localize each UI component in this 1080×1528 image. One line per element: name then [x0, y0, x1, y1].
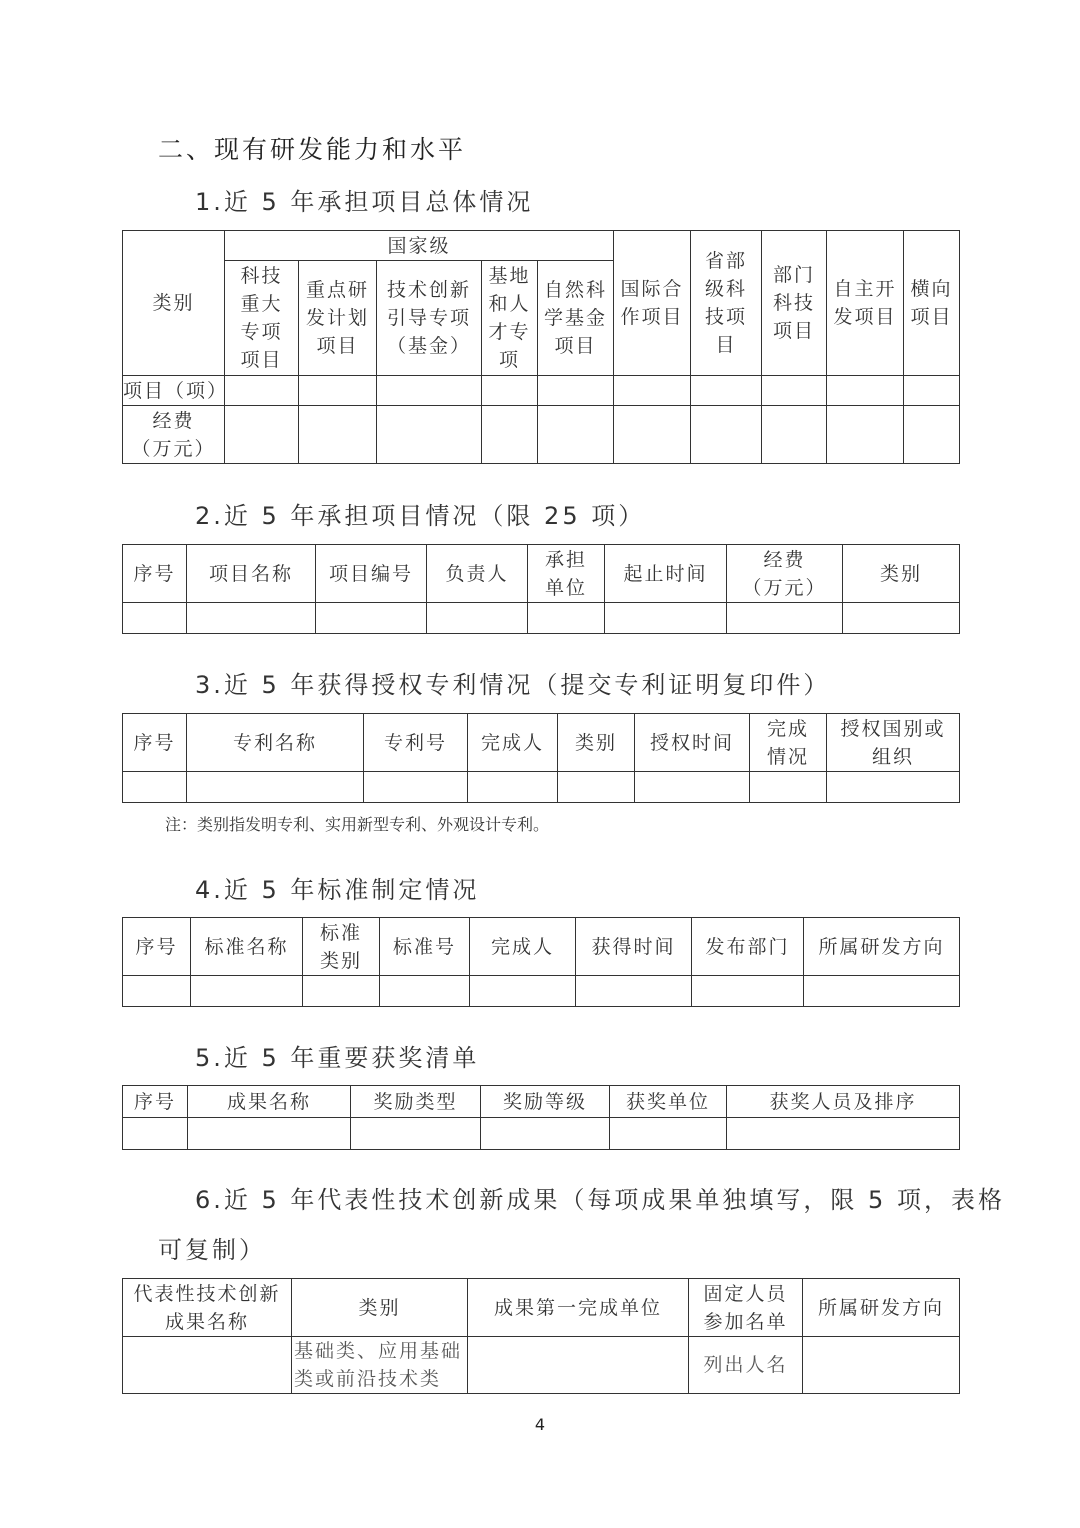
- table-cell[interactable]: [614, 406, 691, 464]
- header-self-developed: 自主开 发项目: [827, 231, 904, 376]
- header-achievement-name: 成果名称: [188, 1086, 351, 1118]
- table-cell[interactable]: [827, 406, 904, 464]
- table-cell[interactable]: [750, 772, 827, 803]
- header-category: 类别: [843, 545, 960, 603]
- header-fixed-personnel: 固定人员 参加名单: [689, 1279, 803, 1337]
- table-cell[interactable]: [843, 603, 960, 634]
- header-index: 序号: [123, 714, 187, 772]
- header-first-unit: 成果第一完成单位: [468, 1279, 689, 1337]
- table-cell[interactable]: [614, 376, 691, 406]
- table-cell[interactable]: [123, 603, 187, 634]
- header-completion-status: 完成 情况: [750, 714, 827, 772]
- header-project-name: 项目名称: [187, 545, 316, 603]
- table-patents: [122, 713, 960, 803]
- header-rd-direction: 所属研发方向: [804, 918, 960, 976]
- table-projects: [122, 544, 960, 634]
- header-national: 国家级: [225, 231, 614, 261]
- personnel-hint-cell[interactable]: 列出人名: [689, 1337, 803, 1394]
- category-hint-cell[interactable]: 基础类、应用基础 类或前沿技术类: [292, 1337, 468, 1394]
- table-cell[interactable]: [804, 976, 960, 1007]
- table6-title-line1: 6.近 5 年代表性技术创新成果（每项成果单独填写，限 5 项，表格: [195, 1186, 1005, 1214]
- table-cell[interactable]: [576, 976, 692, 1007]
- header-grant-country: 授权国别或 组织: [827, 714, 960, 772]
- header-department: 部门 科技 项目: [762, 231, 827, 376]
- table-cell[interactable]: [123, 1337, 292, 1394]
- table-cell[interactable]: [904, 376, 960, 406]
- table-cell[interactable]: [803, 1337, 960, 1394]
- table-cell[interactable]: [692, 976, 804, 1007]
- table-cell[interactable]: [225, 406, 299, 464]
- table-cell[interactable]: [691, 406, 762, 464]
- table-cell[interactable]: [187, 772, 364, 803]
- table-cell[interactable]: [538, 406, 614, 464]
- header-standard-number: 标准号: [380, 918, 470, 976]
- table-cell[interactable]: [225, 376, 299, 406]
- header-key-rd: 重点研 发计划 项目: [299, 261, 377, 376]
- header-base-talent: 基地 和人 才专 项: [482, 261, 538, 376]
- header-funding: 经费 （万元）: [727, 545, 843, 603]
- table-cell[interactable]: [380, 976, 470, 1007]
- table-cell[interactable]: [316, 603, 427, 634]
- header-international: 国际合 作项目: [614, 231, 691, 376]
- header-contributor: 完成人: [470, 918, 576, 976]
- table-project-overview: [122, 230, 960, 464]
- table-cell[interactable]: [635, 772, 750, 803]
- table6-title-line2: 可复制）: [158, 1236, 266, 1264]
- page-number: 4: [534, 1415, 546, 1434]
- table-cell[interactable]: [468, 1337, 689, 1394]
- table-cell[interactable]: [191, 976, 303, 1007]
- header-publishing-dept: 发布部门: [692, 918, 804, 976]
- table-cell[interactable]: [188, 1118, 351, 1150]
- table-innovations: [122, 1278, 960, 1394]
- table-cell[interactable]: [123, 772, 187, 803]
- header-index: 序号: [123, 545, 187, 603]
- header-category: 类别: [292, 1279, 468, 1337]
- table4-title: 4.近 5 年标准制定情况: [195, 876, 480, 904]
- table-cell[interactable]: [605, 603, 727, 634]
- header-innovation-name: 代表性技术创新 成果名称: [123, 1279, 292, 1337]
- header-tech-innovation: 技术创新 引导专项 （基金）: [377, 261, 482, 376]
- table5-title: 5.近 5 年重要获奖清单: [195, 1044, 480, 1072]
- table-cell[interactable]: [538, 376, 614, 406]
- table-cell[interactable]: [377, 376, 482, 406]
- table-cell[interactable]: [762, 406, 827, 464]
- table-cell[interactable]: [528, 603, 605, 634]
- header-category: 类别: [558, 714, 635, 772]
- table-cell[interactable]: [187, 603, 316, 634]
- table-cell[interactable]: [727, 603, 843, 634]
- table-cell[interactable]: [468, 772, 558, 803]
- header-award-level: 奖励等级: [481, 1086, 610, 1118]
- table-cell[interactable]: [364, 772, 468, 803]
- table-cell[interactable]: [827, 376, 904, 406]
- table-cell[interactable]: [351, 1118, 481, 1150]
- header-horizontal: 横向 项目: [904, 231, 960, 376]
- table-cell[interactable]: [482, 406, 538, 464]
- header-inventor: 完成人: [468, 714, 558, 772]
- header-standard-name: 标准名称: [191, 918, 303, 976]
- header-category: 类别: [123, 231, 225, 376]
- table-cell[interactable]: [123, 1118, 188, 1150]
- table3-title: 3.近 5 年获得授权专利情况（提交专利证明复印件）: [195, 671, 831, 699]
- section-title: 二、现有研发能力和水平: [158, 135, 467, 164]
- header-obtained-time: 获得时间: [576, 918, 692, 976]
- table-cell[interactable]: [727, 1118, 960, 1150]
- table-cell[interactable]: [558, 772, 635, 803]
- table-cell[interactable]: [481, 1118, 610, 1150]
- table-awards: [122, 1085, 960, 1150]
- header-award-persons: 获奖人员及排序: [727, 1086, 960, 1118]
- table-cell[interactable]: [610, 1118, 727, 1150]
- header-index: 序号: [123, 918, 191, 976]
- table-cell[interactable]: [299, 406, 377, 464]
- table-cell[interactable]: [427, 603, 528, 634]
- header-rd-direction: 所属研发方向: [803, 1279, 960, 1337]
- row-label-projects: 项目（项）: [123, 376, 225, 406]
- table-cell[interactable]: [377, 406, 482, 464]
- table-cell[interactable]: [904, 406, 960, 464]
- header-provincial: 省部 级科 技项 目: [691, 231, 762, 376]
- table2-title: 2.近 5 年承担项目情况（限 25 项）: [195, 502, 646, 530]
- table-standards: [122, 917, 960, 1007]
- header-standard-category: 标准 类别: [303, 918, 380, 976]
- header-undertaking-unit: 承担 单位: [528, 545, 605, 603]
- header-patent-number: 专利号: [364, 714, 468, 772]
- table-cell[interactable]: [299, 376, 377, 406]
- table-cell[interactable]: [691, 376, 762, 406]
- header-natural-science: 自然科 学基金 项目: [538, 261, 614, 376]
- table-cell[interactable]: [482, 376, 538, 406]
- header-index: 序号: [123, 1086, 188, 1118]
- header-project-number: 项目编号: [316, 545, 427, 603]
- header-patent-name: 专利名称: [187, 714, 364, 772]
- table-cell[interactable]: [123, 976, 191, 1007]
- table-cell[interactable]: [303, 976, 380, 1007]
- header-award-type: 奖励类型: [351, 1086, 481, 1118]
- header-period: 起止时间: [605, 545, 727, 603]
- header-grant-time: 授权时间: [635, 714, 750, 772]
- table3-note: 注：类别指发明专利、实用新型专利、外观设计专利。: [165, 815, 550, 834]
- table-cell[interactable]: [827, 772, 960, 803]
- header-leader: 负责人: [427, 545, 528, 603]
- table1-title: 1.近 5 年承担项目总体情况: [195, 188, 534, 216]
- table-cell[interactable]: [762, 376, 827, 406]
- header-award-unit: 获奖单位: [610, 1086, 727, 1118]
- row-label-funding: 经费 （万元）: [123, 406, 225, 464]
- header-major-special: 科技 重大 专项 项目: [225, 261, 299, 376]
- table-cell[interactable]: [470, 976, 576, 1007]
